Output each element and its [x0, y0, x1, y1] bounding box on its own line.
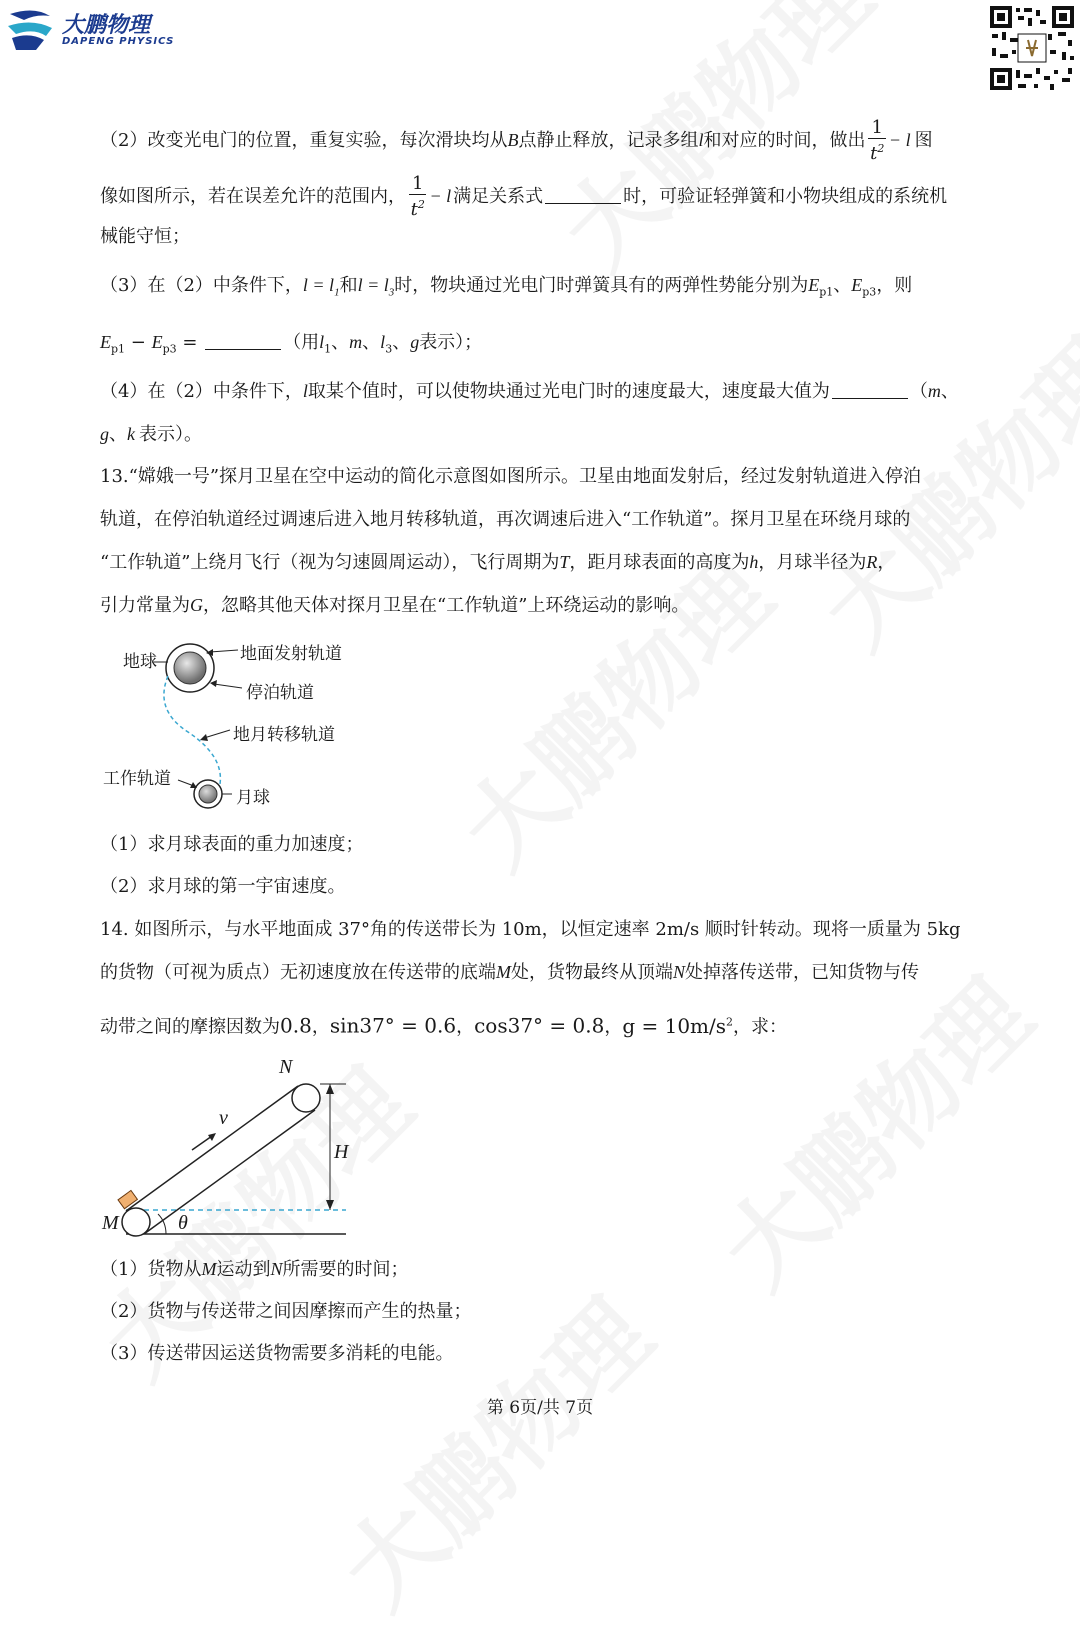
- cargo-block: [118, 1190, 137, 1208]
- label-launch-orbit: 地面发射轨道: [240, 644, 342, 664]
- logo-cn: 大鹏物理: [62, 13, 151, 38]
- belt-bottom: [144, 1110, 315, 1234]
- angle-arc: [158, 1214, 166, 1234]
- q14-line3: 动带之间的摩擦因数为0.8，sin37° = 0.6，cos37° = 0.8，$g = 10m/s^2$，求：: [100, 1013, 788, 1038]
- q13-sub1: （1）求月球表面的重力加速度；: [100, 834, 364, 855]
- watermark: [428, 524, 796, 892]
- q12-part2-line1: （2）改变光电门的位置，重复实验，每次滑块均从B点静止释放，记录多组l和对应的时间，做出 $\frac{1}{t^2}$ − l 图: [100, 117, 933, 164]
- q13-line1: 13.“嫦娥一号”探月卫星在空中运动的简化示意图如图所示。卫星由地面发射后，经过发射轨道进入停泊: [100, 466, 922, 487]
- q14-line1: 14. 如图所示，与水平地面成 37°角的传送带长为 10m，以恒定速率 2m/s 顺时针转动。现将一质量为 5kg: [100, 919, 961, 940]
- answer-blank[interactable]: [205, 331, 281, 350]
- q12-part2-line2: 像如图所示，若在误差允许的范围内， $\frac{1}{t^2}$ − l 满足关系式 时，可验证轻弹簧和小物块组成的系统机: [100, 173, 948, 220]
- q12-part3-line1: （3）在（2）中条件下，$l = l_1$和$l = l_3$时，物块通过光电门时弹簧具有的两弹性势能分别为$E_{p1}$、$E_{p3}$，则: [100, 275, 913, 299]
- q13-sub2: （2）求月球的第一宇宙速度。: [100, 876, 346, 897]
- label-M: M: [102, 1212, 119, 1234]
- q12-part4-line2: g、k 表示）。: [100, 424, 202, 445]
- conveyor-diagram: [96, 1054, 366, 1244]
- belt-top: [126, 1086, 298, 1211]
- moon: [199, 785, 217, 803]
- label-transfer-orbit: 地月转移轨道: [233, 725, 335, 745]
- q14-sub1: （1）货物从M运动到N所需要的时间；: [100, 1259, 409, 1280]
- q12-part4-line1: （4）在（2）中条件下，l取某个值时，可以使物块通过光电门时的速度最大，速度最大值为 （m、: [100, 381, 959, 402]
- label-H: H: [334, 1141, 349, 1163]
- logo-icon: [6, 6, 56, 52]
- label-theta: θ: [178, 1212, 188, 1234]
- velocity-arrow: [192, 1136, 212, 1150]
- earth: [174, 652, 206, 684]
- label-N: N: [279, 1056, 293, 1078]
- qr-code: [988, 4, 1076, 92]
- q13-line3: “工作轨道”上绕月飞行（视为匀速圆周运动），飞行周期为T，距月球表面的高度为h，月球半径为R，: [100, 552, 896, 573]
- q13-line4: 引力常量为G，忽略其他天体对探月卫星在“工作轨道”上环绕运动的影响。: [100, 595, 690, 616]
- label-v: v: [219, 1107, 228, 1129]
- answer-blank[interactable]: [545, 185, 621, 204]
- q14-line2: 的货物（可视为质点）无初速度放在传送带的底端M处，货物最终从顶端N处掉落传送带，已知货物与传: [100, 962, 920, 983]
- label-moon: 月球: [236, 788, 270, 808]
- label-work-orbit: 工作轨道: [103, 769, 171, 789]
- logo: [6, 6, 176, 52]
- watermark: [688, 944, 1056, 1312]
- page-footer: 第 6页/共 7页: [486, 1398, 594, 1418]
- q13-line2: 轨道，在停泊轨道经过调速后进入地月转移轨道，再次调速后进入“工作轨道”。探月卫星在环绕月球的: [100, 509, 911, 530]
- label-parking-orbit: 停泊轨道: [246, 683, 314, 703]
- fraction: $\frac{1}{t^2}$: [870, 117, 885, 164]
- q12-part3-line2: $E_{p1} - E_{p3}$ = （用$l_1$、m、$l_3$、g表示）；: [100, 332, 483, 356]
- q14-sub2: （2）货物与传送带之间因摩擦而产生的热量；: [100, 1301, 472, 1322]
- q14-sub3: （3）传送带因运送货物需要多消耗的电能。: [100, 1343, 454, 1364]
- fraction: $\frac{1}{t^2}$: [410, 173, 425, 220]
- q12-part2-line3: 械能守恒；: [100, 226, 190, 247]
- label-earth: 地球: [123, 652, 157, 672]
- answer-blank[interactable]: [832, 380, 908, 399]
- logo-en: DAPENG PHYSICS: [62, 36, 175, 47]
